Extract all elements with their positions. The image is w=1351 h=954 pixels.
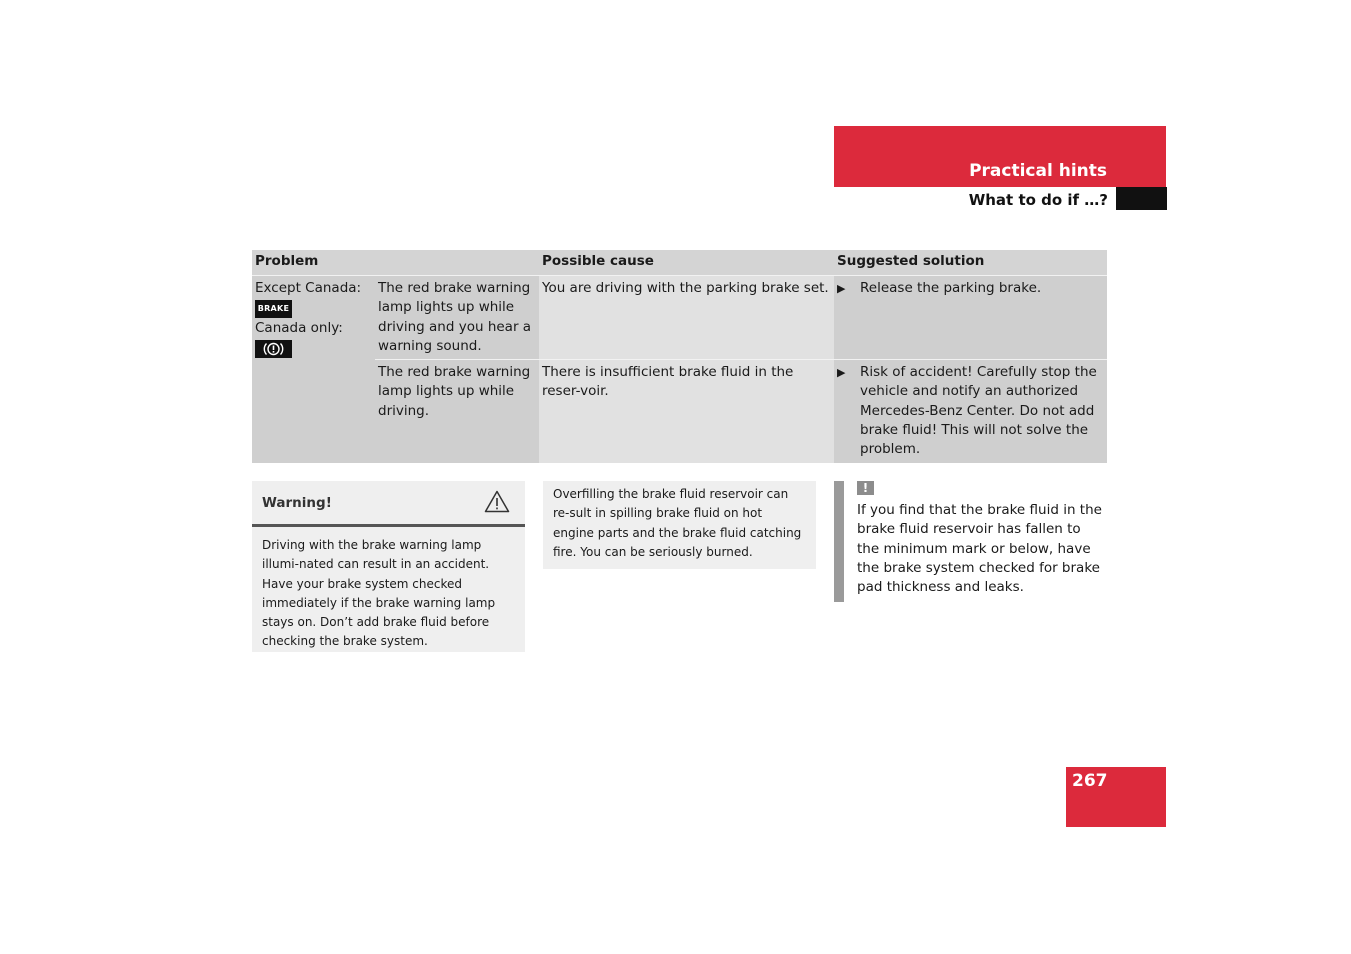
warning-text: Driving with the brake warning lamp illumi-nated can result in an accident. Have your brake system checked immediately if the brake warning lamp stays on. Don’t add brake fluid before checking the brake system. [262,538,496,649]
possible-cause: There is insufficient brake fluid in the reser-voir. [539,360,834,463]
notice-bar [834,481,844,602]
table-row [252,360,1107,463]
subsection-title: What to do if …? [968,191,1108,209]
solution-text: Risk of accident! Carefully stop the vehicle and notify an authorized Mercedes-Benz Center. Do not add brake fluid! This will not solve the problem. [860,364,1097,458]
brake-warning-circle-icon [255,340,292,358]
warning-triangle-icon [484,490,510,517]
fire-hazard-note [543,481,816,569]
note-text: Overfilling the brake fluid reservoir can re-sult in spilling brake fluid on hot engine parts and the brake fluid catching fire. You can be seriously burned. [553,487,802,559]
column-header-solution: Suggested solution [834,250,1107,276]
possible-cause: You are driving with the parking brake set. [539,276,834,360]
table-row [252,276,1107,360]
column-header-problem: Problem [252,250,539,276]
except-canada-label: Except Canada: [255,280,362,296]
section-header-band [834,126,1166,187]
section-title: Practical hints [969,161,1107,181]
canada-only-label: Canada only: [255,320,343,337]
notice-box [834,481,1107,602]
problem-indicator-cell [252,276,375,463]
column-header-cause: Possible cause [539,250,834,276]
problem-table [252,250,1107,463]
subsection-marker [1116,187,1167,210]
exclamation-icon: ! [857,481,874,495]
warning-header [252,481,525,527]
notice-text: If you find that the brake fluid in the brake fluid reservoir has fallen to the minimum mark or below, have the brake system checked for brake pad thickness and leaks. [857,502,1102,596]
page-number-box [1066,767,1166,827]
problem-description: The red brake warning lamp lights up while driving and you hear a warning sound. [375,276,539,360]
suggested-solution [834,276,1107,360]
brake-lamp-icon: BRAKE [255,300,292,318]
warning-label: Warning! [262,495,332,511]
problem-description: The red brake warning lamp lights up while driving. [375,360,539,463]
warning-box [252,481,525,652]
bullet-arrow-icon: ▶ [837,282,846,295]
solution-text: Release the parking brake. [860,280,1042,296]
bullet-arrow-icon: ▶ [837,366,846,380]
page-number: 267 [1072,771,1108,791]
suggested-solution [834,360,1107,463]
